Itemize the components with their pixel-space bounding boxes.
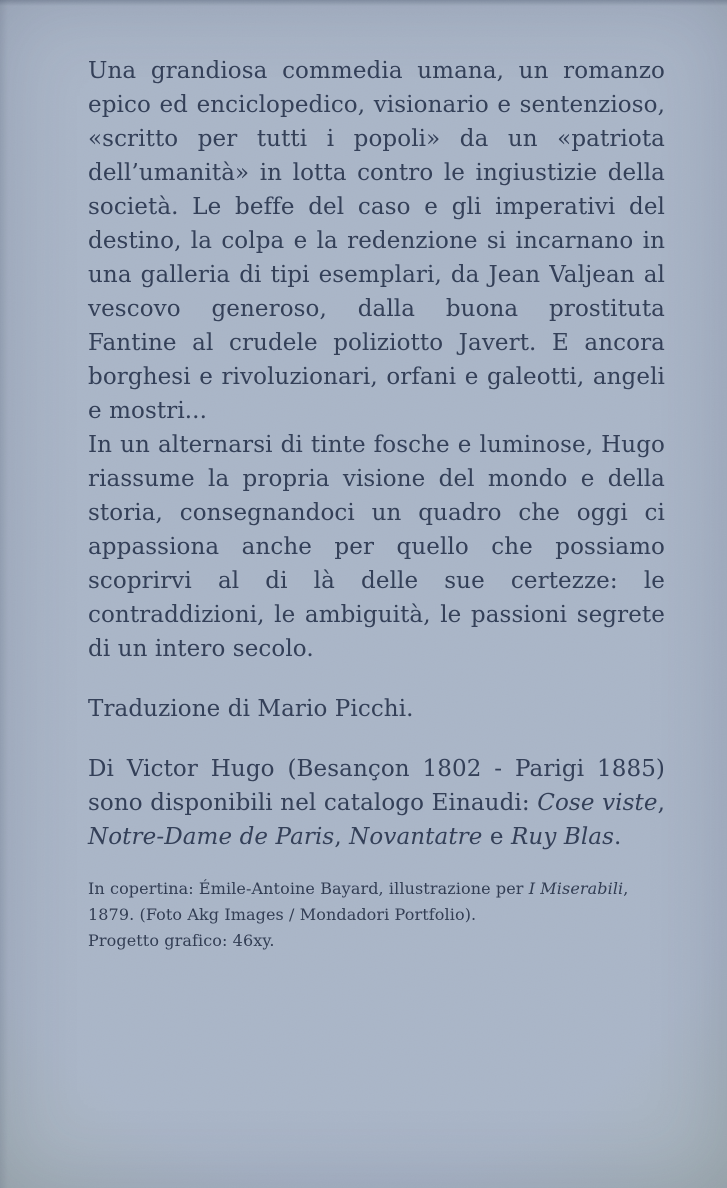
catalog-note-intro: Di Victor Hugo (Besançon 1802 - Parigi 1885) sono disponibili nel catalogo Einaudi:: [88, 756, 665, 816]
book-title-cose-viste: Cose viste: [537, 790, 658, 816]
catalog-note: [88, 752, 665, 854]
book-title-ruy-blas: Ruy Blas: [511, 824, 615, 850]
cover-credit-intro: In copertina: Émile-Antoine Bayard, illustrazione per: [88, 879, 529, 898]
book-title-notre-dame-de-paris: Notre-Dame de Paris: [88, 824, 335, 850]
book-title-novantatre: Novantatre: [349, 824, 483, 850]
book-title-i-miserabili: I Miserabili: [528, 879, 624, 898]
catalog-note-separator-3: e: [482, 824, 512, 850]
translation-note: Traduzione di Mario Picchi.: [88, 696, 414, 722]
blurb-paragraph-1: Una grandiosa commedia umana, un romanzo epico ed enciclopedico, visionario e sentenzioso, «scritto per tutti i popoli» da un «patriota dell’umanità» in lotta contro le ingiustizie della società. Le beffe del caso e gli imperativi del destino, la colpa e la redenzione si incarnano in una galleria di tipi esemplari, da Jean Valjean al vescovo generoso, dalla buona prostituta Fantine al crudele poliziotto Javert. E ancora borghesi e rivoluzionari, orfani e galeotti, angeli e mostri...: [88, 58, 665, 424]
design-credit-line: Progetto grafico: 46xy.: [88, 931, 275, 950]
catalog-note-separator-1: ,: [657, 790, 665, 816]
blurb-paragraph-2: In un alternarsi di tinte fosche e luminose, Hugo riassume la propria visione del mondo e della storia, consegnandoci un quadro che oggi ci appassiona anche per quello che possiamo scoprirvi al di là delle sue certezze: le contraddizioni, le ambiguità, le passioni segrete di un intero secolo.: [88, 432, 665, 662]
cover-credit-line: [88, 876, 665, 928]
cover-credit-rest: , 1879. (Foto Akg Images / Mondadori Portfolio).: [88, 879, 629, 924]
catalog-note-separator-2: ,: [334, 824, 350, 850]
catalog-note-period: .: [614, 824, 622, 850]
credits-block: [88, 876, 665, 954]
